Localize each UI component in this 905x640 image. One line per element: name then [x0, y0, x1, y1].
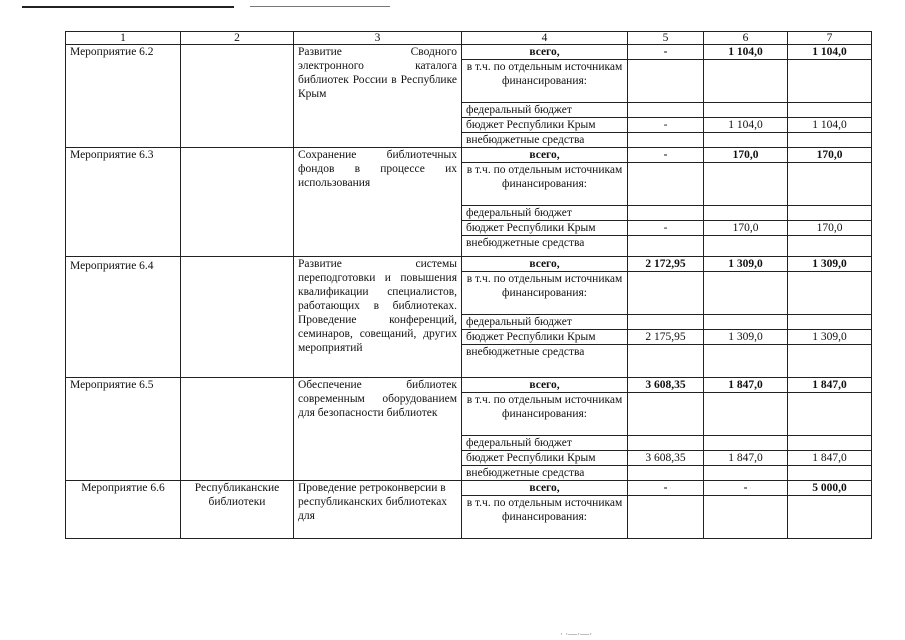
- extrabudget-label: внебюджетные средства: [462, 466, 628, 481]
- total-value: 2 172,95: [628, 257, 704, 272]
- total-value: 1 847,0: [704, 378, 788, 393]
- regional-value: 1 309,0: [704, 330, 788, 345]
- regional-label: бюджет Республики Крым: [462, 330, 628, 345]
- executor: [181, 257, 294, 378]
- total-value: -: [628, 45, 704, 60]
- scan-top-rule: [22, 6, 234, 8]
- federal-label: федеральный бюджет: [462, 436, 628, 451]
- col-header: 4: [462, 32, 628, 45]
- regional-value: 1 309,0: [788, 330, 872, 345]
- event-name: Мероприятие 6.2: [66, 45, 181, 148]
- event-name: Мероприятие 6.6: [66, 481, 181, 539]
- executor: [181, 148, 294, 257]
- event-description: Развитие Сводного электронного каталога библиотек России в Республике Крым: [294, 45, 462, 148]
- extrabudget-label: внебюджетные средства: [462, 133, 628, 148]
- total-value: 1 104,0: [704, 45, 788, 60]
- table-row: [66, 257, 872, 272]
- federal-label: федеральный бюджет: [462, 206, 628, 221]
- regional-value: -: [628, 221, 704, 236]
- total-label: всего,: [462, 257, 628, 272]
- regional-label: бюджет Республики Крым: [462, 221, 628, 236]
- regional-value: 1 104,0: [788, 118, 872, 133]
- total-value: 1 309,0: [704, 257, 788, 272]
- event-name: Мероприятие 6.4: [66, 257, 181, 378]
- total-value: 1 309,0: [788, 257, 872, 272]
- regional-value: 170,0: [788, 221, 872, 236]
- col-header: 6: [704, 32, 788, 45]
- regional-value: 1 104,0: [704, 118, 788, 133]
- total-value: -: [628, 481, 704, 496]
- col-header: 2: [181, 32, 294, 45]
- total-label: всего,: [462, 45, 628, 60]
- total-value: 3 608,35: [628, 378, 704, 393]
- funding-table: [65, 31, 872, 539]
- regional-value: 2 175,95: [628, 330, 704, 345]
- federal-label: федеральный бюджет: [462, 315, 628, 330]
- total-label: всего,: [462, 481, 628, 496]
- col-header: 7: [788, 32, 872, 45]
- table-row: [66, 148, 872, 163]
- event-description: Сохранение библиотечных фондов в процессе их использования: [294, 148, 462, 257]
- total-value: 1 847,0: [788, 378, 872, 393]
- regional-value: 1 847,0: [704, 451, 788, 466]
- total-label: всего,: [462, 148, 628, 163]
- regional-value: -: [628, 118, 704, 133]
- table-row: [66, 378, 872, 393]
- executor: [181, 378, 294, 481]
- scan-top-rule-faint: [250, 6, 390, 7]
- extrabudget-label: внебюджетные средства: [462, 236, 628, 257]
- table-row: [66, 481, 872, 496]
- sources-label: в т.ч. по отдельным источникам финансирования:: [462, 272, 628, 315]
- sources-label: в т.ч. по отдельным источникам финансирования:: [462, 393, 628, 436]
- scan-footer-mark: · ·—·—·: [560, 629, 593, 639]
- total-value: 170,0: [788, 148, 872, 163]
- event-description: Развитие системы переподготовки и повышения квалификации специалистов, работающих в библиотеках. Проведение конференций, семинаров, совещаний, других мероприятий: [294, 257, 462, 378]
- executor: [181, 45, 294, 148]
- total-value: 5 000,0: [788, 481, 872, 496]
- sources-label: в т.ч. по отдельным источникам финансирования:: [462, 163, 628, 206]
- regional-label: бюджет Республики Крым: [462, 451, 628, 466]
- event-name: Мероприятие 6.3: [66, 148, 181, 257]
- regional-value: 1 847,0: [788, 451, 872, 466]
- col-header: 3: [294, 32, 462, 45]
- sources-label: в т.ч. по отдельным источникам финансирования:: [462, 496, 628, 539]
- total-label: всего,: [462, 378, 628, 393]
- regional-label: бюджет Республики Крым: [462, 118, 628, 133]
- col-header: 5: [628, 32, 704, 45]
- header-row: [66, 32, 872, 45]
- regional-value: 170,0: [704, 221, 788, 236]
- total-value: 1 104,0: [788, 45, 872, 60]
- total-value: -: [628, 148, 704, 163]
- total-value: 170,0: [704, 148, 788, 163]
- event-description: Проведение ретроконверсии в республиканских библиотеках для: [294, 481, 462, 539]
- extrabudget-label: внебюджетные средства: [462, 345, 628, 378]
- col-header: 1: [66, 32, 181, 45]
- event-description: Обеспечение библиотек современным оборудованием для безопасности библиотек: [294, 378, 462, 481]
- table-row: [66, 45, 872, 60]
- event-name: Мероприятие 6.5: [66, 378, 181, 481]
- regional-value: 3 608,35: [628, 451, 704, 466]
- sources-label: в т.ч. по отдельным источникам финансирования:: [462, 60, 628, 103]
- federal-label: федеральный бюджет: [462, 103, 628, 118]
- executor: Республиканские библиотеки: [181, 481, 294, 539]
- total-value: -: [704, 481, 788, 496]
